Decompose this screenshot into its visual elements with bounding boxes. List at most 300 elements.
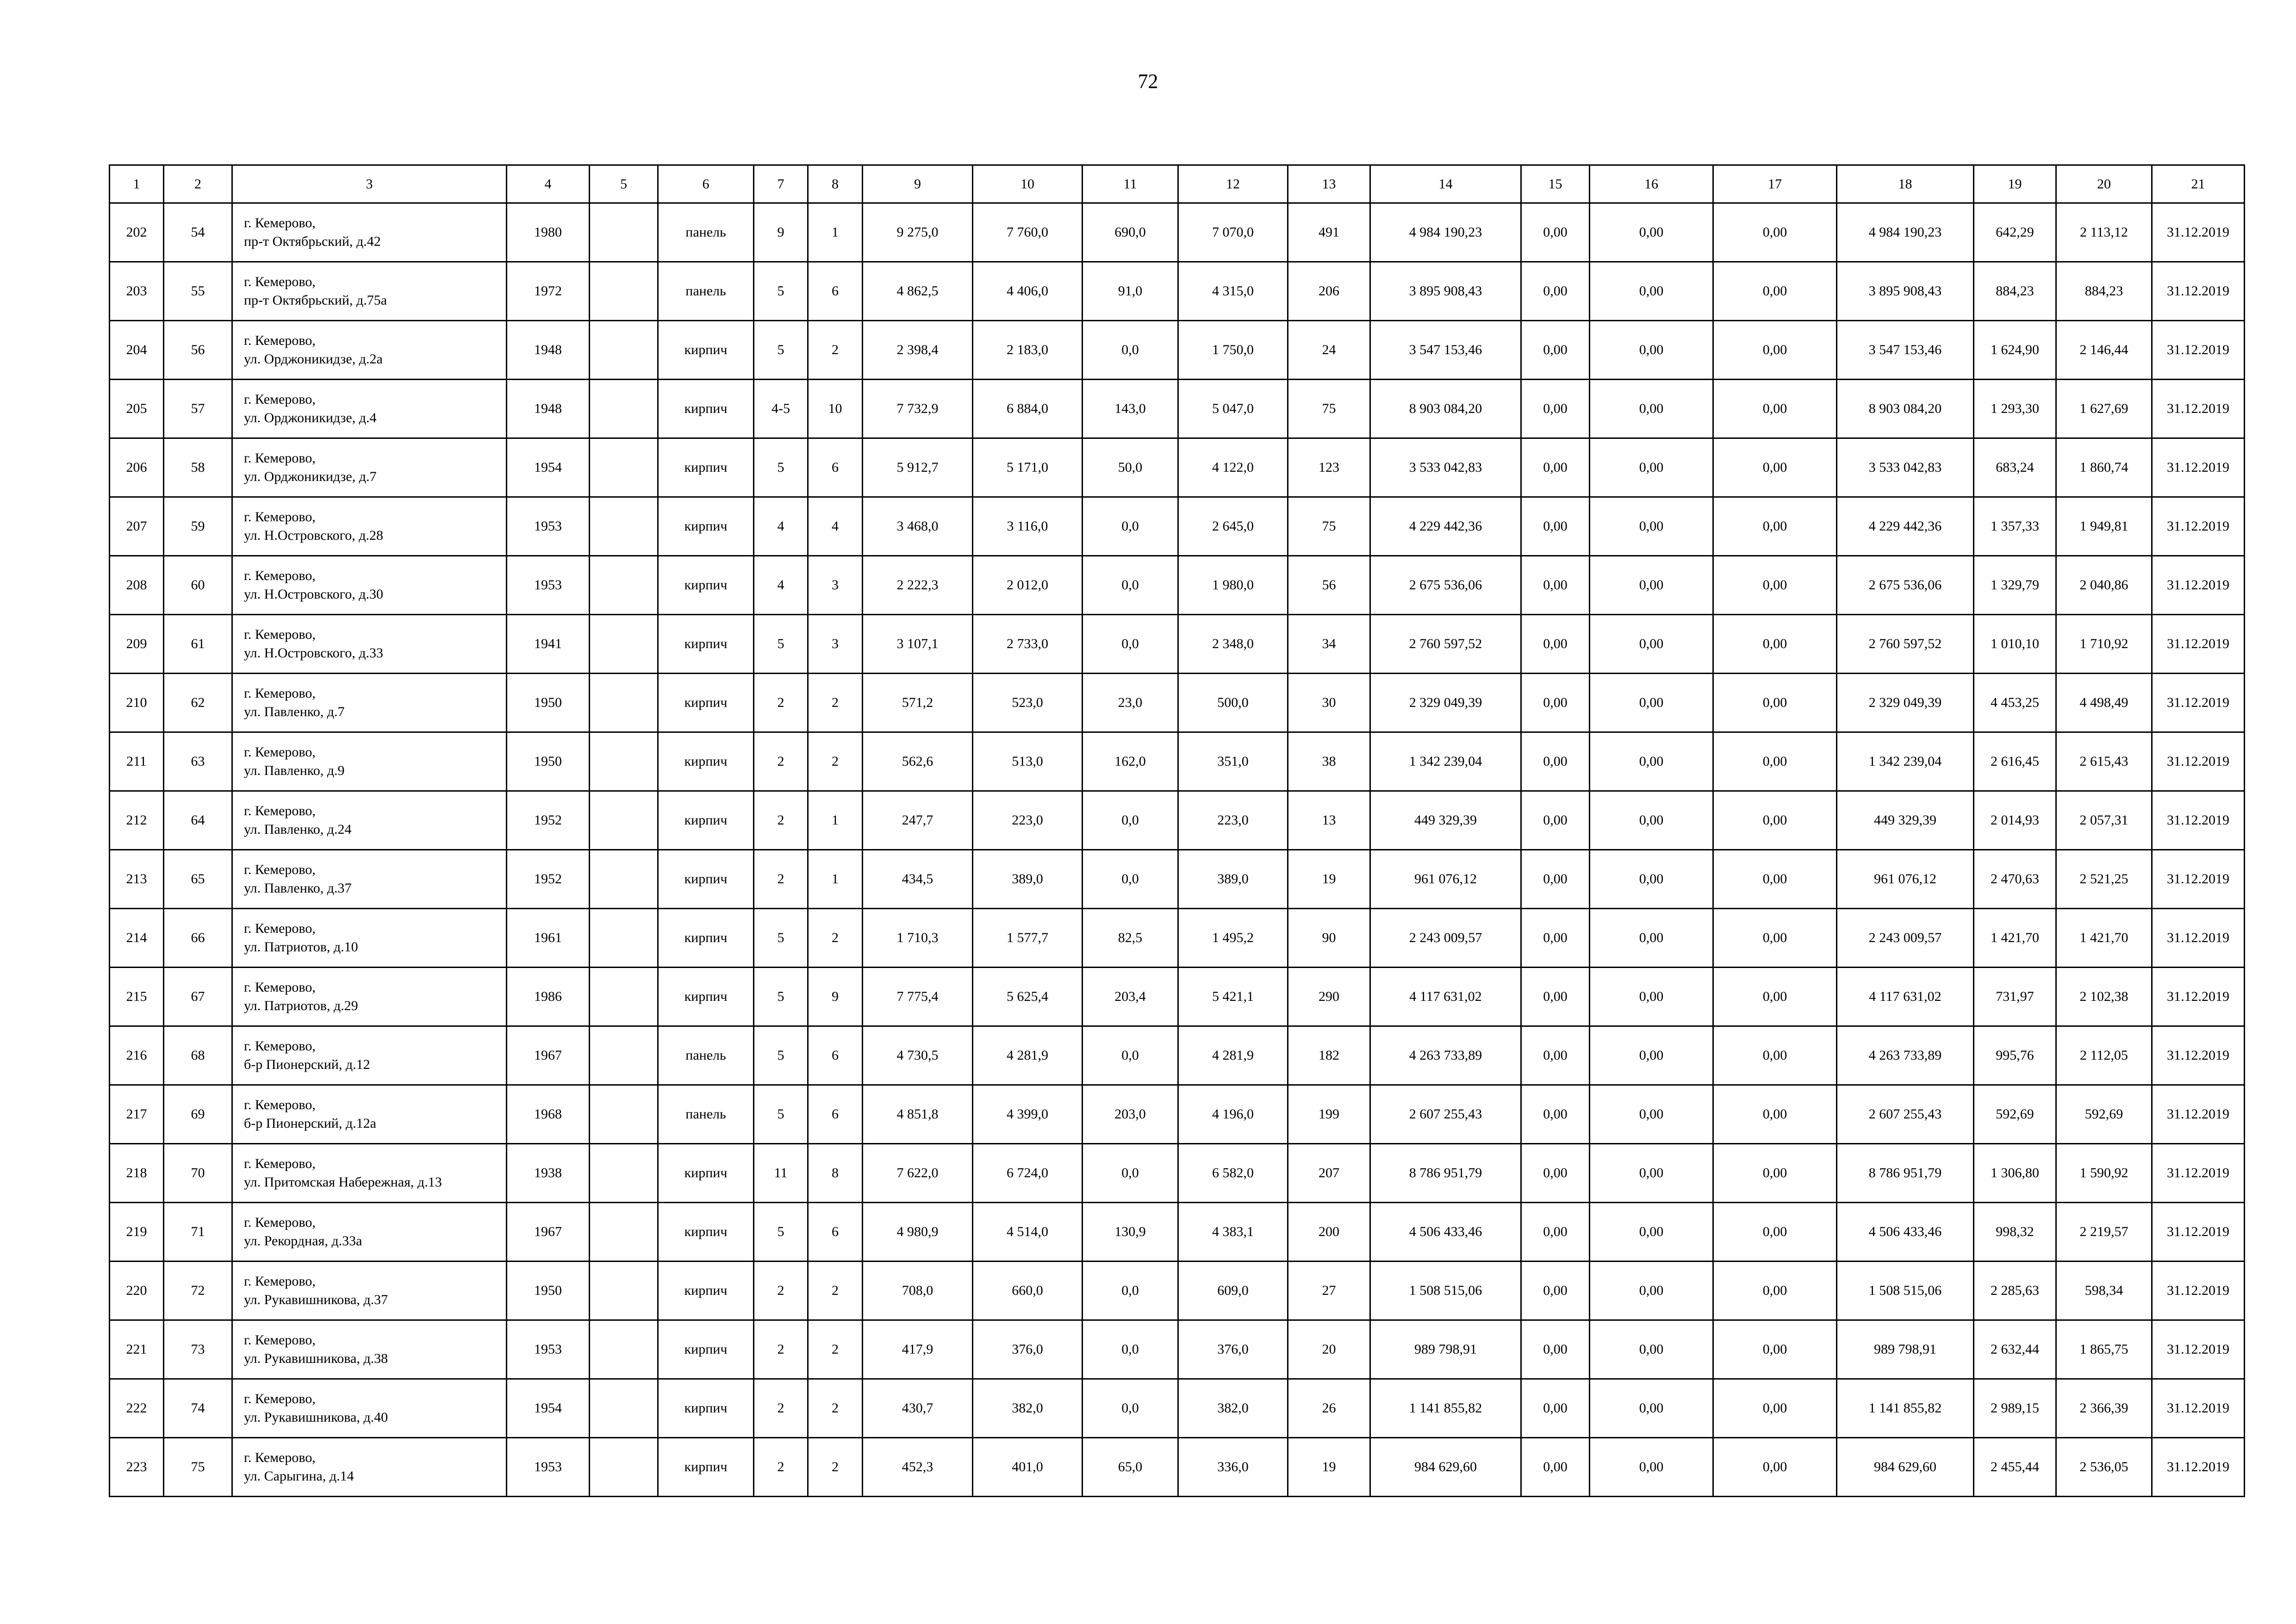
column-14-cell: 3 895 908,43 xyxy=(1370,262,1521,321)
table-row xyxy=(110,909,2245,968)
column-9-cell: 5 912,7 xyxy=(863,438,973,497)
column-20-cell: 4 498,49 xyxy=(2056,674,2152,732)
date-cell: 31.12.2019 xyxy=(2152,262,2245,321)
address-street: ул. Орджоникидзе, д.4 xyxy=(244,410,377,425)
address-city: г. Кемерово, xyxy=(244,568,316,583)
row-number-cell: 207 xyxy=(110,497,164,556)
column-9-cell: 3 107,1 xyxy=(863,615,973,674)
column-20-cell: 2 521,25 xyxy=(2056,850,2152,909)
address-street: ул. Н.Островского, д.30 xyxy=(244,587,383,602)
date-cell: 31.12.2019 xyxy=(2152,674,2245,732)
column-14-cell: 2 607 255,43 xyxy=(1370,1085,1521,1144)
address-cell xyxy=(232,1203,507,1262)
floors-cell: 5 xyxy=(754,321,808,380)
address-cell xyxy=(232,1085,507,1144)
column-11-cell: 162,0 xyxy=(1083,732,1178,791)
column-14-cell: 961 076,12 xyxy=(1370,850,1521,909)
date-cell: 31.12.2019 xyxy=(2152,1144,2245,1203)
address-street: ул. Сарыгина, д.14 xyxy=(244,1468,354,1484)
column-20-cell: 2 102,38 xyxy=(2056,968,2152,1026)
column-12-cell: 6 582,0 xyxy=(1178,1144,1288,1203)
column-15-cell: 0,00 xyxy=(1521,1203,1590,1262)
column-10-cell: 2 183,0 xyxy=(973,321,1083,380)
column-18-cell: 961 076,12 xyxy=(1837,850,1974,909)
column-17-cell: 0,00 xyxy=(1713,438,1837,497)
address-cell xyxy=(232,321,507,380)
column-14-cell: 3 533 042,83 xyxy=(1370,438,1521,497)
column-18-cell: 2 243 009,57 xyxy=(1837,909,1974,968)
column-17-cell: 0,00 xyxy=(1713,1026,1837,1085)
column-11-cell: 143,0 xyxy=(1083,380,1178,438)
column-12-cell: 1 495,2 xyxy=(1178,909,1288,968)
column-15-cell: 0,00 xyxy=(1521,732,1590,791)
column-19-cell: 1 010,10 xyxy=(1974,615,2056,674)
address-street: ул. Павленко, д.7 xyxy=(244,704,345,719)
column-19-cell: 2 616,45 xyxy=(1974,732,2056,791)
column-number-cell: 4 xyxy=(507,165,590,203)
column-10-cell: 401,0 xyxy=(973,1438,1083,1497)
entrances-cell: 6 xyxy=(808,1026,863,1085)
column-13-cell: 30 xyxy=(1288,674,1370,732)
column-16-cell: 0,00 xyxy=(1590,732,1713,791)
column-5-cell xyxy=(590,615,658,674)
column-10-cell: 389,0 xyxy=(973,850,1083,909)
address-city: г. Кемерово, xyxy=(244,274,316,289)
floors-cell: 5 xyxy=(754,909,808,968)
date-cell: 31.12.2019 xyxy=(2152,1203,2245,1262)
date-cell: 31.12.2019 xyxy=(2152,1320,2245,1379)
column-19-cell: 1 329,79 xyxy=(1974,556,2056,615)
column-14-cell: 984 629,60 xyxy=(1370,1438,1521,1497)
column-19-cell: 1 357,33 xyxy=(1974,497,2056,556)
address-street: ул. Орджоникидзе, д.7 xyxy=(244,469,377,484)
entrances-cell: 6 xyxy=(808,1085,863,1144)
row-number-cell: 212 xyxy=(110,791,164,850)
column-number-cell: 3 xyxy=(232,165,507,203)
wall-material-cell: кирпич xyxy=(658,1320,754,1379)
column-19-cell: 2 285,63 xyxy=(1974,1262,2056,1320)
column-11-cell: 82,5 xyxy=(1083,909,1178,968)
floors-cell: 4 xyxy=(754,556,808,615)
list-number-cell: 72 xyxy=(164,1262,232,1320)
column-15-cell: 0,00 xyxy=(1521,791,1590,850)
column-15-cell: 0,00 xyxy=(1521,615,1590,674)
address-cell xyxy=(232,732,507,791)
column-16-cell: 0,00 xyxy=(1590,1144,1713,1203)
column-13-cell: 19 xyxy=(1288,850,1370,909)
column-13-cell: 19 xyxy=(1288,1438,1370,1497)
row-number-cell: 215 xyxy=(110,968,164,1026)
address-cell xyxy=(232,497,507,556)
address-street: ул. Рукавишникова, д.40 xyxy=(244,1410,388,1425)
column-13-cell: 207 xyxy=(1288,1144,1370,1203)
list-number-cell: 56 xyxy=(164,321,232,380)
column-19-cell: 683,24 xyxy=(1974,438,2056,497)
table-row xyxy=(110,1144,2245,1203)
table-row xyxy=(110,1379,2245,1438)
row-number-cell: 217 xyxy=(110,1085,164,1144)
address-street: ул. Патриотов, д.10 xyxy=(244,939,358,955)
column-11-cell: 23,0 xyxy=(1083,674,1178,732)
column-13-cell: 26 xyxy=(1288,1379,1370,1438)
address-city: г. Кемерово, xyxy=(244,1332,316,1348)
column-10-cell: 3 116,0 xyxy=(973,497,1083,556)
column-9-cell: 9 275,0 xyxy=(863,203,973,262)
build-year-cell: 1953 xyxy=(507,556,590,615)
column-12-cell: 4 196,0 xyxy=(1178,1085,1288,1144)
table-row xyxy=(110,674,2245,732)
column-13-cell: 13 xyxy=(1288,791,1370,850)
column-number-cell: 9 xyxy=(863,165,973,203)
date-cell: 31.12.2019 xyxy=(2152,1262,2245,1320)
date-cell: 31.12.2019 xyxy=(2152,497,2245,556)
address-city: г. Кемерово, xyxy=(244,1274,316,1289)
column-17-cell: 0,00 xyxy=(1713,380,1837,438)
column-5-cell xyxy=(590,1438,658,1497)
column-5-cell xyxy=(590,674,658,732)
column-13-cell: 34 xyxy=(1288,615,1370,674)
table-row xyxy=(110,1262,2245,1320)
column-20-cell: 2 366,39 xyxy=(2056,1379,2152,1438)
column-10-cell: 4 514,0 xyxy=(973,1203,1083,1262)
address-street: ул. Павленко, д.24 xyxy=(244,822,352,837)
address-street: б-р Пионерский, д.12а xyxy=(244,1116,376,1131)
row-number-cell: 202 xyxy=(110,203,164,262)
column-12-cell: 382,0 xyxy=(1178,1379,1288,1438)
column-12-cell: 223,0 xyxy=(1178,791,1288,850)
table-row xyxy=(110,791,2245,850)
wall-material-cell: кирпич xyxy=(658,615,754,674)
date-cell: 31.12.2019 xyxy=(2152,1085,2245,1144)
row-number-cell: 206 xyxy=(110,438,164,497)
column-15-cell: 0,00 xyxy=(1521,968,1590,1026)
list-number-cell: 74 xyxy=(164,1379,232,1438)
floors-cell: 2 xyxy=(754,1262,808,1320)
column-number-cell: 1 xyxy=(110,165,164,203)
address-city: г. Кемерово, xyxy=(244,333,316,348)
column-12-cell: 1 750,0 xyxy=(1178,321,1288,380)
column-12-cell: 336,0 xyxy=(1178,1438,1288,1497)
address-cell xyxy=(232,1144,507,1203)
column-15-cell: 0,00 xyxy=(1521,850,1590,909)
address-cell xyxy=(232,262,507,321)
column-10-cell: 513,0 xyxy=(973,732,1083,791)
column-15-cell: 0,00 xyxy=(1521,497,1590,556)
column-14-cell: 1 141 855,82 xyxy=(1370,1379,1521,1438)
column-20-cell: 1 710,92 xyxy=(2056,615,2152,674)
column-9-cell: 4 862,5 xyxy=(863,262,973,321)
column-13-cell: 20 xyxy=(1288,1320,1370,1379)
column-number-cell: 2 xyxy=(164,165,232,203)
build-year-cell: 1967 xyxy=(507,1026,590,1085)
date-cell: 31.12.2019 xyxy=(2152,1379,2245,1438)
floors-cell: 5 xyxy=(754,968,808,1026)
column-number-cell: 6 xyxy=(658,165,754,203)
column-9-cell: 2 222,3 xyxy=(863,556,973,615)
address-city: г. Кемерово, xyxy=(244,1450,316,1465)
date-cell: 31.12.2019 xyxy=(2152,791,2245,850)
column-10-cell: 5 171,0 xyxy=(973,438,1083,497)
column-10-cell: 4 399,0 xyxy=(973,1085,1083,1144)
column-9-cell: 7 622,0 xyxy=(863,1144,973,1203)
column-11-cell: 0,0 xyxy=(1083,497,1178,556)
column-19-cell: 642,29 xyxy=(1974,203,2056,262)
column-10-cell: 6 884,0 xyxy=(973,380,1083,438)
column-9-cell: 247,7 xyxy=(863,791,973,850)
floors-cell: 2 xyxy=(754,732,808,791)
column-10-cell: 2 733,0 xyxy=(973,615,1083,674)
list-number-cell: 66 xyxy=(164,909,232,968)
column-5-cell xyxy=(590,497,658,556)
column-13-cell: 75 xyxy=(1288,497,1370,556)
column-20-cell: 1 860,74 xyxy=(2056,438,2152,497)
table-row xyxy=(110,1026,2245,1085)
wall-material-cell: панель xyxy=(658,1085,754,1144)
column-11-cell: 0,0 xyxy=(1083,1144,1178,1203)
build-year-cell: 1953 xyxy=(507,497,590,556)
column-18-cell: 2 607 255,43 xyxy=(1837,1085,1974,1144)
table-row xyxy=(110,380,2245,438)
column-18-cell: 4 984 190,23 xyxy=(1837,203,1974,262)
column-12-cell: 2 348,0 xyxy=(1178,615,1288,674)
column-16-cell: 0,00 xyxy=(1590,1438,1713,1497)
column-10-cell: 1 577,7 xyxy=(973,909,1083,968)
column-20-cell: 2 057,31 xyxy=(2056,791,2152,850)
build-year-cell: 1953 xyxy=(507,1320,590,1379)
page-number: 72 xyxy=(1138,70,1158,93)
column-14-cell: 2 675 536,06 xyxy=(1370,556,1521,615)
column-5-cell xyxy=(590,791,658,850)
column-18-cell: 4 229 442,36 xyxy=(1837,497,1974,556)
column-13-cell: 199 xyxy=(1288,1085,1370,1144)
column-10-cell: 2 012,0 xyxy=(973,556,1083,615)
address-city: г. Кемерово, xyxy=(244,921,316,936)
column-16-cell: 0,00 xyxy=(1590,850,1713,909)
column-14-cell: 1 342 239,04 xyxy=(1370,732,1521,791)
column-number-cell: 13 xyxy=(1288,165,1370,203)
list-number-cell: 55 xyxy=(164,262,232,321)
column-number-cell: 14 xyxy=(1370,165,1521,203)
column-19-cell: 1 293,30 xyxy=(1974,380,2056,438)
column-14-cell: 1 508 515,06 xyxy=(1370,1262,1521,1320)
address-cell xyxy=(232,674,507,732)
column-9-cell: 708,0 xyxy=(863,1262,973,1320)
column-5-cell xyxy=(590,732,658,791)
column-10-cell: 376,0 xyxy=(973,1320,1083,1379)
address-cell xyxy=(232,615,507,674)
column-5-cell xyxy=(590,1026,658,1085)
column-17-cell: 0,00 xyxy=(1713,1262,1837,1320)
floors-cell: 11 xyxy=(754,1144,808,1203)
column-13-cell: 123 xyxy=(1288,438,1370,497)
column-19-cell: 731,97 xyxy=(1974,968,2056,1026)
floors-cell: 2 xyxy=(754,1438,808,1497)
column-11-cell: 50,0 xyxy=(1083,438,1178,497)
column-5-cell xyxy=(590,1320,658,1379)
table-row xyxy=(110,1085,2245,1144)
address-city: г. Кемерово, xyxy=(244,862,316,877)
column-20-cell: 2 219,57 xyxy=(2056,1203,2152,1262)
wall-material-cell: кирпич xyxy=(658,1262,754,1320)
date-cell: 31.12.2019 xyxy=(2152,615,2245,674)
column-13-cell: 200 xyxy=(1288,1203,1370,1262)
column-number-cell: 21 xyxy=(2152,165,2245,203)
floors-cell: 5 xyxy=(754,438,808,497)
column-15-cell: 0,00 xyxy=(1521,262,1590,321)
column-17-cell: 0,00 xyxy=(1713,203,1837,262)
column-17-cell: 0,00 xyxy=(1713,262,1837,321)
column-19-cell: 592,69 xyxy=(1974,1085,2056,1144)
floors-cell: 2 xyxy=(754,791,808,850)
column-number-cell: 18 xyxy=(1837,165,1974,203)
column-17-cell: 0,00 xyxy=(1713,615,1837,674)
column-16-cell: 0,00 xyxy=(1590,1379,1713,1438)
row-number-cell: 205 xyxy=(110,380,164,438)
column-14-cell: 4 263 733,89 xyxy=(1370,1026,1521,1085)
column-5-cell xyxy=(590,438,658,497)
address-city: г. Кемерово, xyxy=(244,744,316,760)
column-18-cell: 4 263 733,89 xyxy=(1837,1026,1974,1085)
column-12-cell: 351,0 xyxy=(1178,732,1288,791)
column-5-cell xyxy=(590,1262,658,1320)
column-11-cell: 0,0 xyxy=(1083,791,1178,850)
column-9-cell: 562,6 xyxy=(863,732,973,791)
list-number-cell: 57 xyxy=(164,380,232,438)
table-row xyxy=(110,262,2245,321)
date-cell: 31.12.2019 xyxy=(2152,732,2245,791)
column-17-cell: 0,00 xyxy=(1713,1438,1837,1497)
column-15-cell: 0,00 xyxy=(1521,1026,1590,1085)
address-cell xyxy=(232,380,507,438)
column-11-cell: 0,0 xyxy=(1083,1379,1178,1438)
column-19-cell: 1 624,90 xyxy=(1974,321,2056,380)
column-5-cell xyxy=(590,909,658,968)
build-year-cell: 1954 xyxy=(507,438,590,497)
column-18-cell: 8 903 084,20 xyxy=(1837,380,1974,438)
address-street: пр-т Октябрьский, д.42 xyxy=(244,234,381,249)
column-9-cell: 7 775,4 xyxy=(863,968,973,1026)
column-16-cell: 0,00 xyxy=(1590,1262,1713,1320)
column-12-cell: 500,0 xyxy=(1178,674,1288,732)
column-number-cell: 16 xyxy=(1590,165,1713,203)
column-15-cell: 0,00 xyxy=(1521,1144,1590,1203)
column-13-cell: 90 xyxy=(1288,909,1370,968)
column-number-cell: 10 xyxy=(973,165,1083,203)
row-number-cell: 219 xyxy=(110,1203,164,1262)
row-number-cell: 211 xyxy=(110,732,164,791)
address-city: г. Кемерово, xyxy=(244,215,316,231)
list-number-cell: 75 xyxy=(164,1438,232,1497)
entrances-cell: 2 xyxy=(808,1320,863,1379)
floors-cell: 2 xyxy=(754,1379,808,1438)
build-year-cell: 1950 xyxy=(507,674,590,732)
column-19-cell: 2 632,44 xyxy=(1974,1320,2056,1379)
column-19-cell: 2 455,44 xyxy=(1974,1438,2056,1497)
entrances-cell: 4 xyxy=(808,497,863,556)
address-cell xyxy=(232,1262,507,1320)
column-10-cell: 223,0 xyxy=(973,791,1083,850)
table-row xyxy=(110,850,2245,909)
column-14-cell: 2 243 009,57 xyxy=(1370,909,1521,968)
table-row xyxy=(110,732,2245,791)
address-street: ул. Павленко, д.37 xyxy=(244,881,352,896)
column-10-cell: 5 625,4 xyxy=(973,968,1083,1026)
list-number-cell: 62 xyxy=(164,674,232,732)
column-18-cell: 449 329,39 xyxy=(1837,791,1974,850)
housing-registry-table xyxy=(109,164,2245,1497)
address-street: ул. Рукавишникова, д.38 xyxy=(244,1351,388,1366)
entrances-cell: 2 xyxy=(808,1438,863,1497)
column-15-cell: 0,00 xyxy=(1521,438,1590,497)
row-number-cell: 203 xyxy=(110,262,164,321)
entrances-cell: 6 xyxy=(808,438,863,497)
column-11-cell: 690,0 xyxy=(1083,203,1178,262)
column-9-cell: 4 980,9 xyxy=(863,1203,973,1262)
column-16-cell: 0,00 xyxy=(1590,1026,1713,1085)
column-10-cell: 660,0 xyxy=(973,1262,1083,1320)
date-cell: 31.12.2019 xyxy=(2152,438,2245,497)
floors-cell: 9 xyxy=(754,203,808,262)
date-cell: 31.12.2019 xyxy=(2152,556,2245,615)
address-cell xyxy=(232,438,507,497)
column-14-cell: 4 984 190,23 xyxy=(1370,203,1521,262)
column-5-cell xyxy=(590,1203,658,1262)
column-15-cell: 0,00 xyxy=(1521,1379,1590,1438)
list-number-cell: 68 xyxy=(164,1026,232,1085)
address-street: ул. Рекордная, д.33а xyxy=(244,1233,362,1249)
date-cell: 31.12.2019 xyxy=(2152,1026,2245,1085)
entrances-cell: 6 xyxy=(808,1203,863,1262)
column-15-cell: 0,00 xyxy=(1521,909,1590,968)
column-20-cell: 2 113,12 xyxy=(2056,203,2152,262)
column-12-cell: 376,0 xyxy=(1178,1320,1288,1379)
wall-material-cell: кирпич xyxy=(658,1379,754,1438)
build-year-cell: 1968 xyxy=(507,1085,590,1144)
table-row xyxy=(110,203,2245,262)
column-5-cell xyxy=(590,1379,658,1438)
entrances-cell: 6 xyxy=(808,262,863,321)
column-14-cell: 989 798,91 xyxy=(1370,1320,1521,1379)
column-11-cell: 0,0 xyxy=(1083,1026,1178,1085)
column-17-cell: 0,00 xyxy=(1713,968,1837,1026)
build-year-cell: 1952 xyxy=(507,850,590,909)
column-12-cell: 7 070,0 xyxy=(1178,203,1288,262)
column-20-cell: 2 112,05 xyxy=(2056,1026,2152,1085)
column-5-cell xyxy=(590,850,658,909)
row-number-cell: 210 xyxy=(110,674,164,732)
build-year-cell: 1948 xyxy=(507,321,590,380)
row-number-cell: 213 xyxy=(110,850,164,909)
floors-cell: 5 xyxy=(754,615,808,674)
table-row xyxy=(110,438,2245,497)
column-12-cell: 4 122,0 xyxy=(1178,438,1288,497)
column-13-cell: 56 xyxy=(1288,556,1370,615)
column-20-cell: 884,23 xyxy=(2056,262,2152,321)
wall-material-cell: кирпич xyxy=(658,380,754,438)
floors-cell: 5 xyxy=(754,1203,808,1262)
date-cell: 31.12.2019 xyxy=(2152,968,2245,1026)
floors-cell: 5 xyxy=(754,1085,808,1144)
wall-material-cell: кирпич xyxy=(658,321,754,380)
column-15-cell: 0,00 xyxy=(1521,1438,1590,1497)
entrances-cell: 1 xyxy=(808,791,863,850)
wall-material-cell: кирпич xyxy=(658,438,754,497)
column-14-cell: 8 786 951,79 xyxy=(1370,1144,1521,1203)
column-number-cell: 12 xyxy=(1178,165,1288,203)
column-18-cell: 2 329 049,39 xyxy=(1837,674,1974,732)
entrances-cell: 2 xyxy=(808,732,863,791)
column-number-row xyxy=(110,165,2245,203)
